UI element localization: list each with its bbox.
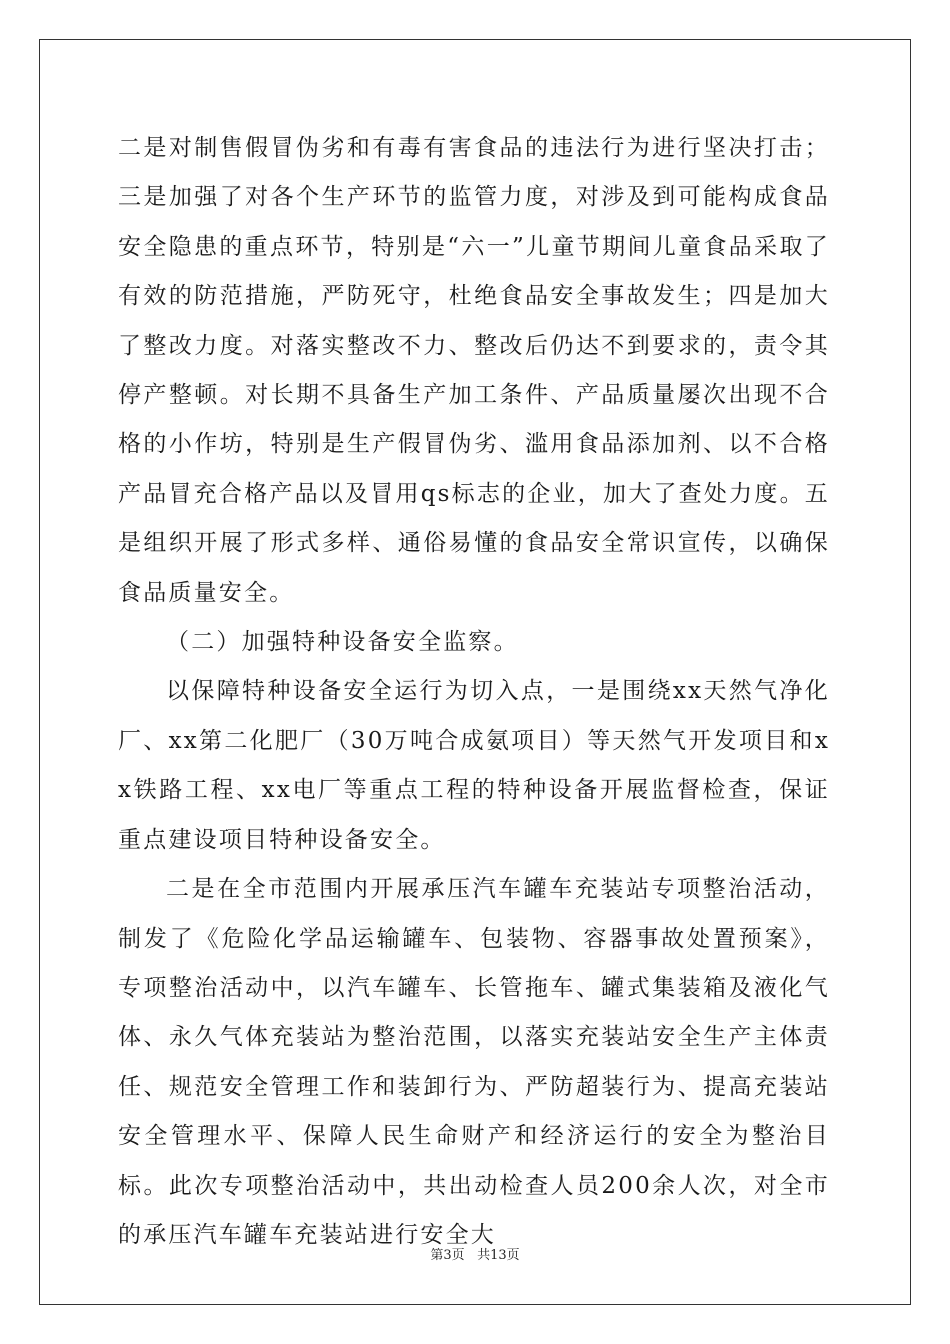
paragraph-1: 二是对制售假冒伪劣和有毒有害食品的违法行为进行坚决打击；三是加强了对各个生产环节的监管力度，对涉及到可能构成食品安全隐患的重点环节，特别是“六一”儿童节期间儿童食品采取了有效的防范措施，严防死守，杜绝食品安全事故发生；四是加大了整改力度。对落实整改不力、整改后仍达不到要求的，责令其停产整顿。对长期不具备生产加工条件、产品质量屡次出现不合格的小作坊，特别是生产假冒伪劣、滥用食品添加剂、以不合格产品冒充合格产品以及冒用qs标志的企业，加大了查处力度。五是组织开展了形式多样、通俗易懂的食品安全常识宣传，以确保食品质量安全。 xyxy=(118,135,830,606)
paragraph-3: 二是在全市范围内开展承压汽车罐车充装站专项整治活动，制发了《危险化学品运输罐车、包装物、容器事故处置预案》，专项整治活动中，以汽车罐车、长管拖车、罐式集装箱及液化气体、永久气体充装站为整治范围，以落实充装站安全生产主体责任、规范安全管理工作和装卸行为、严防超装行为、提高充装站安全管理水平、保障人民生命财产和经济运行的安全为整治目标。此次专项整治活动中，共出动检查人员200余人次，对全市的承压汽车罐车充装站进行安全大 xyxy=(118,876,830,1248)
page-footer xyxy=(0,1244,950,1263)
paragraph-2: 以保障特种设备安全运行为切入点，一是围绕xx天然气净化厂、xx第二化肥厂（30万吨合成氨项目）等天然气开发项目和xx铁路工程、xx电厂等重点工程的特种设备开展监督检查，保证重点建设项目特种设备安全。 xyxy=(118,678,830,853)
page-number-total: 共13页 xyxy=(477,1248,520,1263)
page-number-current: 第3页 xyxy=(430,1248,465,1263)
section-heading: （二）加强特种设备安全监察。 xyxy=(166,629,519,656)
document-body xyxy=(118,124,830,1260)
